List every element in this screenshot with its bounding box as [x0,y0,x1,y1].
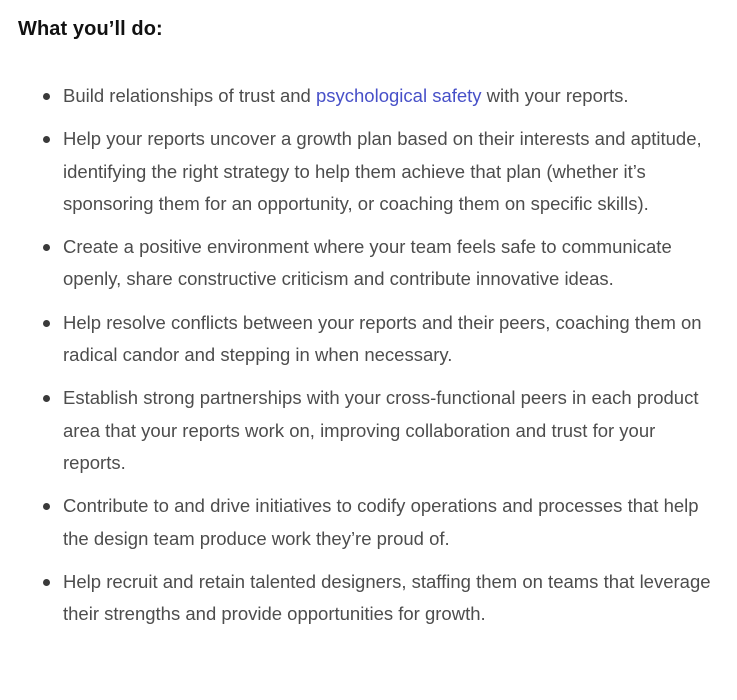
bullet-icon [43,320,50,327]
section-heading: What you’ll do: [18,18,163,40]
psychological-safety-link[interactable]: psychological safety [315,85,482,106]
list-item [18,566,717,631]
list-item [18,123,717,220]
list-item-text-after: with your reports. [481,85,629,106]
list-item-text: Help resolve conflicts between your reports and their peers, coaching them on radical candor and stepping in when necessary. [63,311,702,366]
list-item-text: Help your reports uncover a growth plan based on their interests and aptitude, identifying the right strategy to help them achieve that plan (whether it’s sponsoring them for an opportunity, or coaching them on specific skills). [63,128,702,214]
bullet-icon [43,395,50,402]
list-item [18,80,717,112]
list-item [18,382,717,479]
responsibilities-list [18,80,717,630]
list-item-text: Create a positive environment where your team feels safe to communicate openly, share constructive criticism and contribute innovative ideas. [63,236,672,290]
list-item-text-before: Build relationships of trust and [63,85,316,106]
bullet-icon [43,579,50,586]
bullet-icon [43,136,50,143]
list-item [18,231,717,296]
list-item [18,490,717,555]
list-item-text: Contribute to and drive initiatives to codify operations and processes that help the design team produce work they’re proud of. [63,495,699,549]
bullet-icon [43,93,50,100]
list-item [18,307,717,372]
list-item-text: Help recruit and retain talented designers, staffing them on teams that leverage their strengths and provide opportunities for growth. [63,570,711,625]
bullet-icon [43,503,50,510]
bullet-icon [43,244,50,251]
list-item-text: Establish strong partnerships with your cross-functional peers in each product area that your reports work on, improving collaboration and trust for your reports. [63,387,699,473]
